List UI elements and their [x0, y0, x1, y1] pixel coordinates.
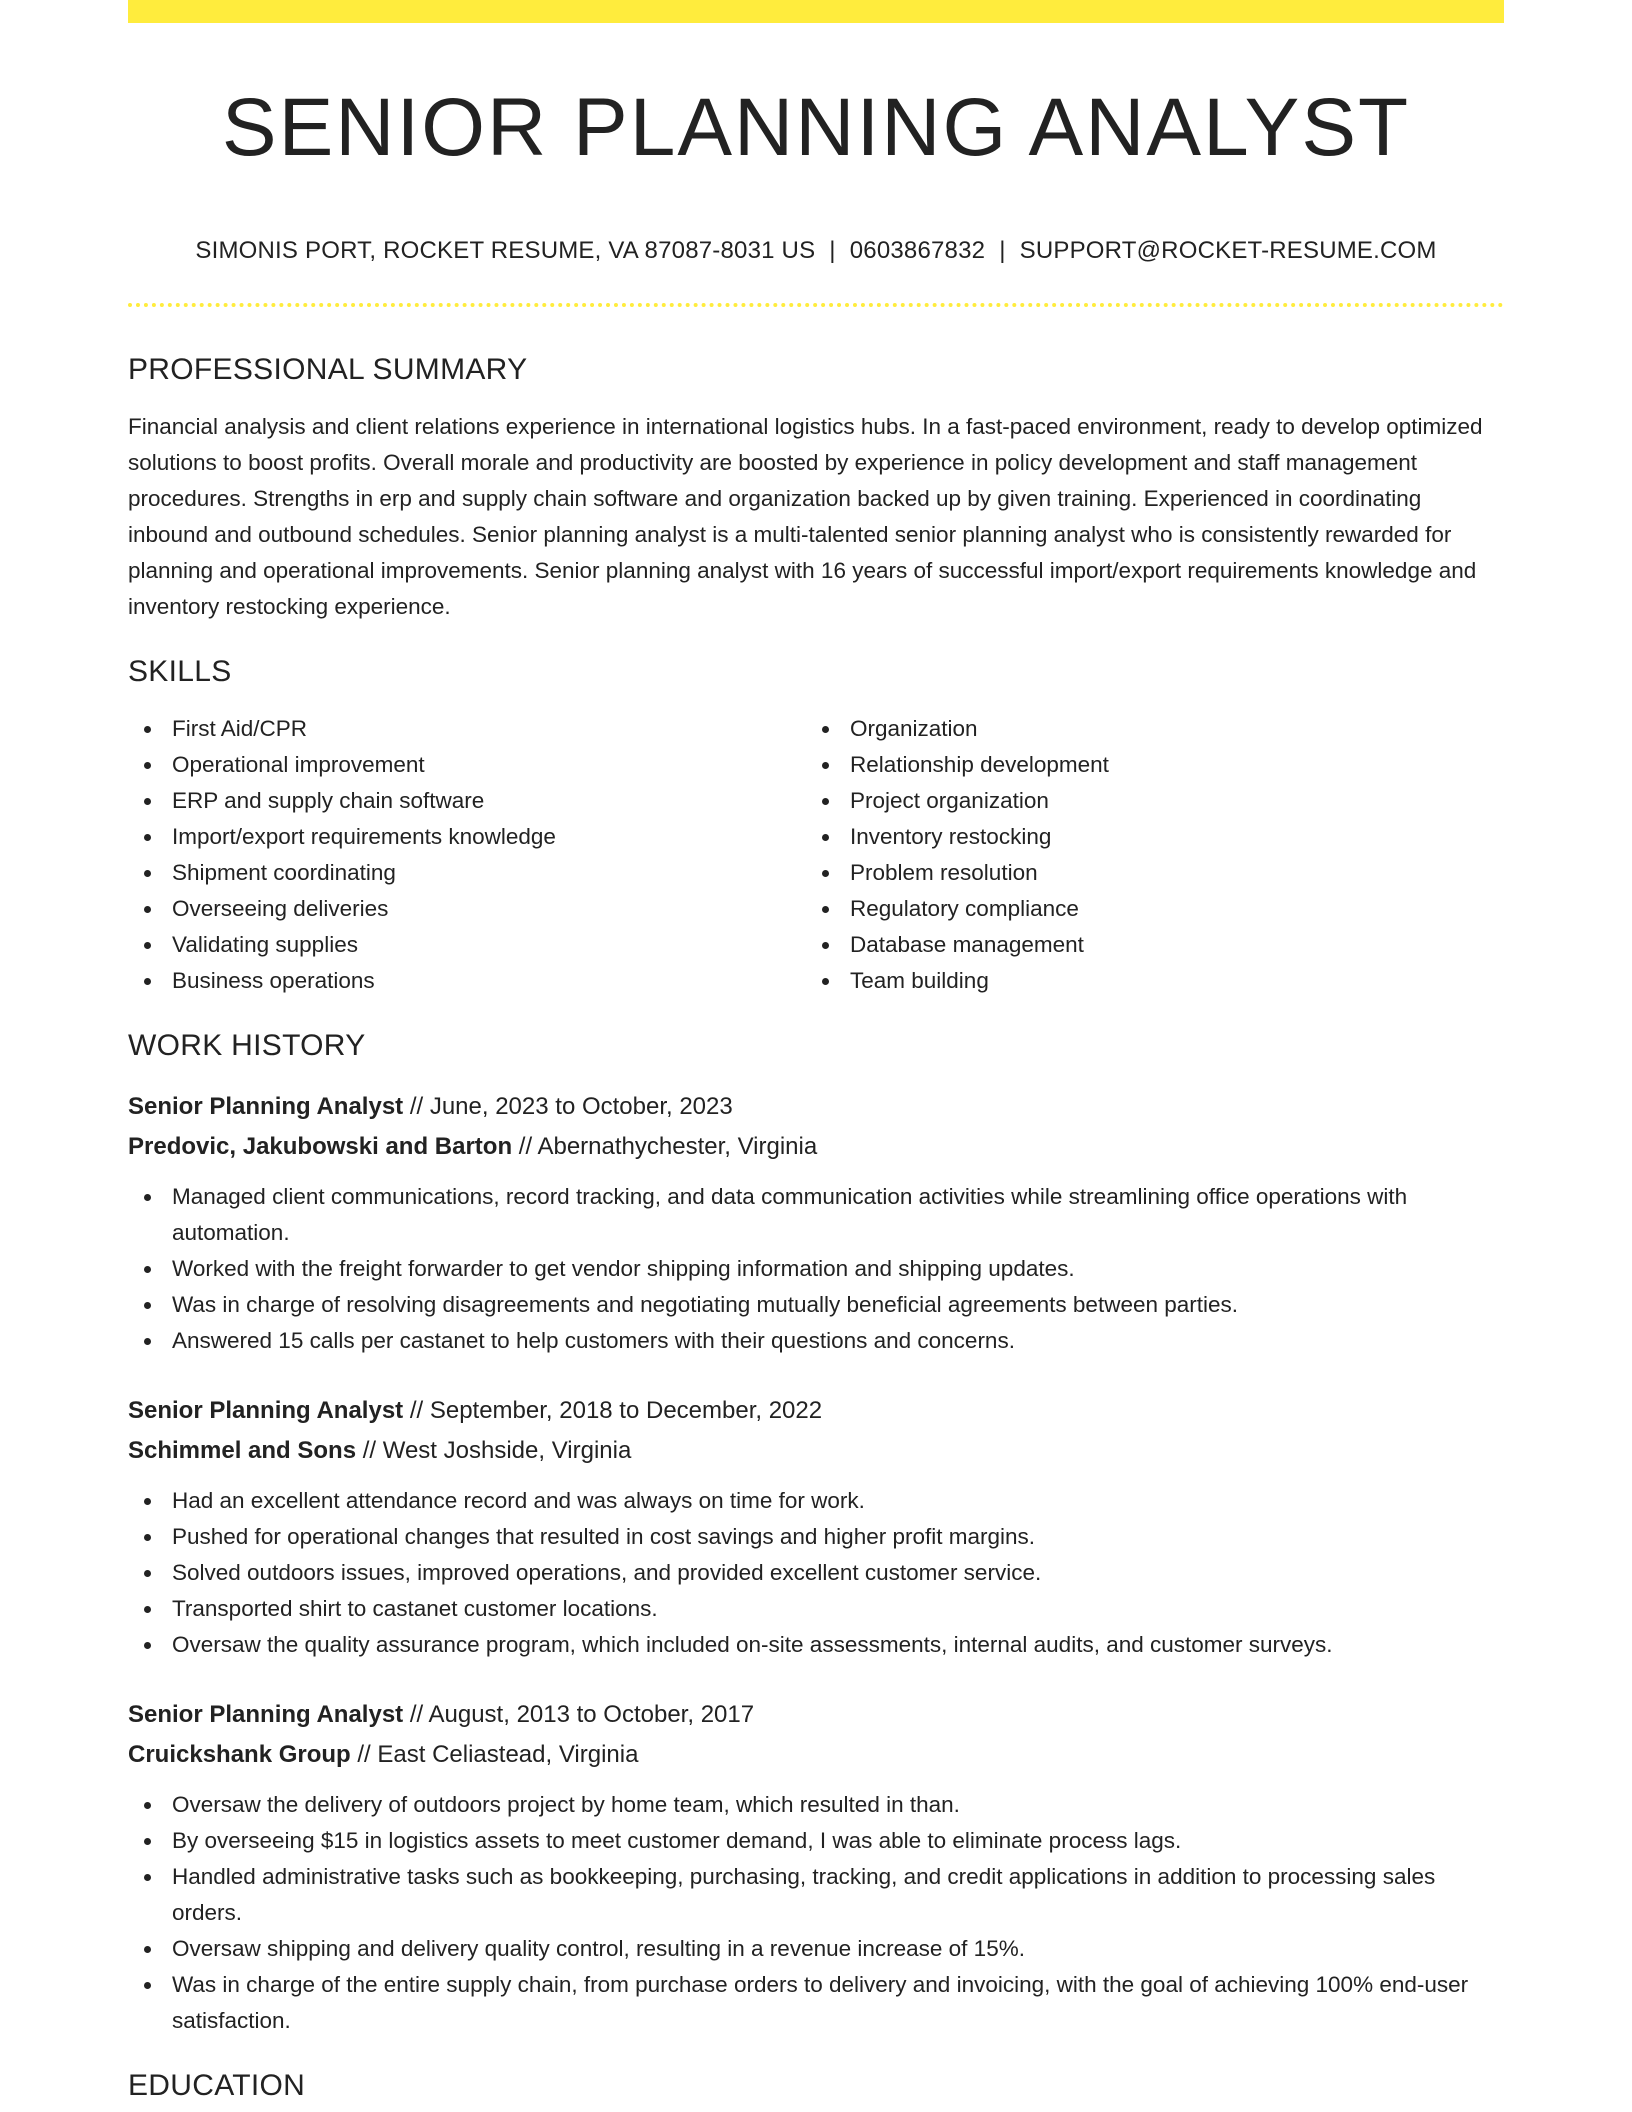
skill-item-text: Problem resolution	[850, 860, 1038, 885]
job-bullet	[128, 1179, 1504, 1251]
skill-item-text: Regulatory compliance	[850, 896, 1079, 921]
contact-separator: |	[999, 237, 1006, 264]
skill-item-text: Overseeing deliveries	[172, 896, 389, 921]
job-bullets	[128, 1179, 1504, 1359]
skills-column-left	[128, 711, 806, 999]
job-entry	[128, 1391, 1504, 1663]
job-location: // West Joshside, Virginia	[362, 1437, 632, 1464]
bullet-icon	[144, 762, 151, 769]
job-bullet	[128, 1251, 1504, 1287]
job-dates: // September, 2018 to December, 2022	[409, 1397, 823, 1424]
bullet-icon	[144, 942, 151, 949]
skill-item	[128, 747, 806, 783]
skill-item-text: Organization	[850, 716, 978, 741]
skill-item	[128, 963, 806, 999]
education-heading: EDUCATION	[128, 2069, 306, 2102]
skill-item-text: Relationship development	[850, 752, 1109, 777]
bullet-icon	[144, 1642, 151, 1649]
skill-item-text: Team building	[850, 968, 989, 993]
job-bullet-text: Solved outdoors issues, improved operations, and provided excellent customer service.	[172, 1560, 1042, 1585]
job-entry	[128, 1087, 1504, 1359]
skill-item	[806, 963, 1484, 999]
bullet-icon	[822, 870, 829, 877]
job-bullet-text: Handled administrative tasks such as bookkeeping, purchasing, tracking, and credit applications in addition to processing sales orders.	[172, 1864, 1436, 1925]
bullet-icon	[822, 798, 829, 805]
contact-separator: |	[829, 237, 836, 264]
job-company: Cruickshank Group	[128, 1741, 351, 1768]
bullet-icon	[822, 978, 829, 985]
bullet-icon	[144, 1982, 151, 1989]
bullet-icon	[144, 726, 151, 733]
skill-item-text: Database management	[850, 932, 1084, 957]
job-title: Senior Planning Analyst	[128, 1397, 404, 1424]
work-history-list	[128, 1087, 1504, 2039]
job-bullet-text: Oversaw the quality assurance program, which included on-site assessments, internal audits, and customer surveys.	[172, 1632, 1333, 1657]
summary-heading: PROFESSIONAL SUMMARY	[128, 353, 528, 386]
job-bullet	[128, 1823, 1504, 1859]
job-dates: // June, 2023 to October, 2023	[409, 1093, 733, 1120]
bullet-icon	[144, 1606, 151, 1613]
job-bullet	[128, 1787, 1504, 1823]
skill-item-text: First Aid/CPR	[172, 716, 308, 741]
skill-item-text: Shipment coordinating	[172, 860, 396, 885]
skills-heading: SKILLS	[128, 655, 232, 688]
job-bullet	[128, 1519, 1504, 1555]
job-bullet-text: Worked with the freight forwarder to get vendor shipping information and shipping updates.	[172, 1256, 1075, 1281]
contact-phone: 0603867832	[849, 237, 986, 264]
skill-item	[806, 711, 1484, 747]
job-bullet	[128, 1323, 1504, 1359]
job-company-line	[128, 1127, 1504, 1167]
skill-item-text: Operational improvement	[172, 752, 425, 777]
job-bullet	[128, 1931, 1504, 1967]
job-bullet-text: Pushed for operational changes that resulted in cost savings and higher profit margins.	[172, 1524, 1036, 1549]
job-company-line	[128, 1431, 1504, 1471]
bullet-icon	[822, 762, 829, 769]
job-company: Schimmel and Sons	[128, 1437, 357, 1464]
skill-item	[128, 891, 806, 927]
bullet-icon	[144, 1194, 151, 1201]
accent-bar	[128, 0, 1504, 23]
job-title-line	[128, 1087, 1504, 1127]
bullet-icon	[144, 1946, 151, 1953]
bullet-icon	[144, 1534, 151, 1541]
skill-item	[128, 819, 806, 855]
skill-item	[806, 927, 1484, 963]
skill-item-text: Import/export requirements knowledge	[172, 824, 556, 849]
bullet-icon	[144, 870, 151, 877]
bullet-icon	[144, 834, 151, 841]
skill-item	[806, 891, 1484, 927]
job-title: Senior Planning Analyst	[128, 1701, 404, 1728]
skill-item	[806, 855, 1484, 891]
bullet-icon	[144, 1802, 151, 1809]
resume-page	[128, 0, 1504, 2103]
bullet-icon	[822, 906, 829, 913]
job-company-line	[128, 1735, 1504, 1775]
bullet-icon	[144, 1338, 151, 1345]
job-dates: // August, 2013 to October, 2017	[409, 1701, 755, 1728]
summary-text: Financial analysis and client relations experience in international logistics hubs. In a fast-paced environment, ready to develop optimized solutions to boost profits. Overall morale and productivity are boosted by experience in policy development and staff management procedures. Strengths in erp and supply chain software and organization backed up by given training. Experienced in coordinating inbound and outbound schedules. Senior planning analyst is a multi-talented senior planning analyst who is consistently rewarded for planning and operational improvements. Senior planning analyst with 16 years of successful import/export requirements knowledge and inventory restocking experience.	[128, 414, 1483, 619]
job-bullet	[128, 1483, 1504, 1519]
skill-item	[128, 927, 806, 963]
bullet-icon	[822, 942, 829, 949]
job-bullet	[128, 1627, 1504, 1663]
bullet-icon	[144, 1570, 151, 1577]
resume-name: SENIOR PLANNING ANALYST	[221, 82, 1411, 173]
skill-item-text: Project organization	[850, 788, 1049, 813]
job-bullet-text: Answered 15 calls per castanet to help customers with their questions and concerns.	[172, 1328, 1015, 1353]
skill-item	[806, 747, 1484, 783]
skill-item	[806, 783, 1484, 819]
job-location: // Abernathychester, Virginia	[518, 1133, 818, 1160]
job-bullet	[128, 1967, 1504, 2039]
bullet-icon	[144, 1838, 151, 1845]
bullet-icon	[822, 834, 829, 841]
job-bullet	[128, 1555, 1504, 1591]
contact-line	[128, 237, 1504, 265]
bullet-icon	[144, 978, 151, 985]
job-bullet-text: Transported shirt to castanet customer locations.	[172, 1596, 658, 1621]
contact-address: SIMONIS PORT, ROCKET RESUME, VA 87087-8031 US	[195, 237, 816, 264]
bullet-icon	[144, 1302, 151, 1309]
job-title-line	[128, 1695, 1504, 1735]
job-title-line	[128, 1391, 1504, 1431]
bullet-icon	[144, 906, 151, 913]
skill-item-text: Business operations	[172, 968, 375, 993]
job-company: Predovic, Jakubowski and Barton	[128, 1133, 513, 1160]
skill-item	[128, 711, 806, 747]
skill-item-text: ERP and supply chain software	[172, 788, 485, 813]
job-bullets	[128, 1787, 1504, 2039]
skill-item-text: Validating supplies	[172, 932, 358, 957]
job-title: Senior Planning Analyst	[128, 1093, 404, 1120]
job-bullet-text: By overseeing $15 in logistics assets to meet customer demand, I was able to eliminate process lags.	[172, 1828, 1182, 1853]
bullet-icon	[144, 1874, 151, 1881]
skills-column-right	[806, 711, 1484, 999]
bullet-icon	[822, 726, 829, 733]
job-bullet-text: Was in charge of resolving disagreements and negotiating mutually beneficial agreements between parties.	[172, 1292, 1239, 1317]
job-bullet	[128, 1591, 1504, 1627]
job-bullets	[128, 1483, 1504, 1663]
job-bullet-text: Oversaw shipping and delivery quality control, resulting in a revenue increase of 15%.	[172, 1936, 1025, 1961]
job-entry	[128, 1695, 1504, 2039]
job-bullet-text: Had an excellent attendance record and was always on time for work.	[172, 1488, 865, 1513]
work-history-heading: WORK HISTORY	[128, 1029, 366, 1062]
skill-item	[806, 819, 1484, 855]
skill-item	[128, 855, 806, 891]
bullet-icon	[144, 1498, 151, 1505]
bullet-icon	[144, 798, 151, 805]
skills-list	[128, 711, 1504, 999]
job-location: // East Celiastead, Virginia	[357, 1741, 639, 1768]
skill-item	[128, 783, 806, 819]
contact-email: SUPPORT@ROCKET-RESUME.COM	[1019, 237, 1437, 264]
skill-item-text: Inventory restocking	[850, 824, 1052, 849]
dotted-divider	[128, 303, 1504, 307]
job-bullet-text: Was in charge of the entire supply chain, from purchase orders to delivery and invoicing, with the goal of achieving 100% end-user satisfaction.	[172, 1972, 1469, 2033]
job-bullet-text: Managed client communications, record tracking, and data communication activities while streamlining office operations with automation.	[172, 1184, 1408, 1245]
job-bullet	[128, 1859, 1504, 1931]
job-bullet	[128, 1287, 1504, 1323]
job-bullet-text: Oversaw the delivery of outdoors project by home team, which resulted in than.	[172, 1792, 960, 1817]
bullet-icon	[144, 1266, 151, 1273]
